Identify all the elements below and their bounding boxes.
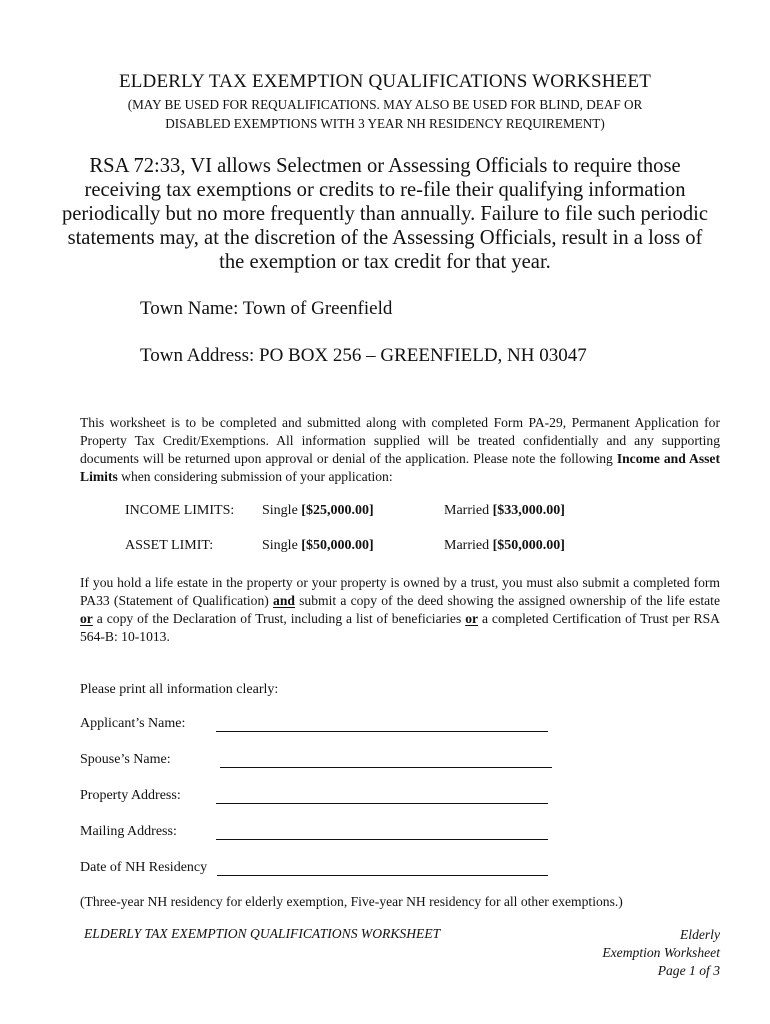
rsa-line-3: periodically but no more frequently than annually. Failure to file such periodic xyxy=(61,203,709,225)
subtitle-line-1: (MAY BE USED FOR REQUALIFICATIONS. MAY ALSO BE USED FOR BLIND, DEAF OR xyxy=(127,97,643,112)
rsa-line-2: receiving tax exemptions or credits to re-file their qualifying information xyxy=(84,179,686,201)
town-address: Town Address: PO BOX 256 – GREENFIELD, NH 03047 xyxy=(140,345,587,366)
asset-limit-label: ASSET LIMIT: xyxy=(125,538,214,553)
income-married: Married [$33,000.00] xyxy=(444,503,565,518)
or-emphasis-2: or xyxy=(465,611,479,626)
applicant-name-label: Applicant’s Name: xyxy=(80,716,186,731)
asset-single: Single [$50,000.00] xyxy=(262,538,374,553)
spouse-name-label: Spouse’s Name: xyxy=(80,752,171,767)
rsa-line-5: the exemption or tax credit for that year. xyxy=(219,251,551,273)
and-emphasis: and xyxy=(273,593,295,608)
property-address-input-line[interactable] xyxy=(216,788,548,804)
or-emphasis-1: or xyxy=(80,611,93,626)
spouse-name-field xyxy=(80,752,720,774)
applicant-name-field xyxy=(80,716,720,738)
intro-tail: when considering submission of your application: xyxy=(117,469,393,484)
intro-paragraph xyxy=(80,414,720,486)
footer-right-line-2: Exemption Worksheet xyxy=(602,945,720,960)
rsa-line-1: RSA 72:33, VI allows Selectmen or Assessing Officials to require those xyxy=(89,155,681,177)
trust-paragraph: If you hold a life estate in the property or your property is owned by a trust, you must also submit a completed form PA33 (Statement of Qualification) and submit a copy of the deed showing the assigned ownership of the life estate or a copy of the Declaration of Trust, including a list of beneficiaries or a completed Certification of Trust per RSA 564-B: 10-1013. xyxy=(80,575,720,644)
income-single: Single [$25,000.00] xyxy=(262,503,374,518)
nh-residency-input-line[interactable] xyxy=(217,860,548,876)
mailing-address-label: Mailing Address: xyxy=(80,824,177,839)
rsa-statement xyxy=(60,154,710,274)
intro-bold: Income and Asset Limits xyxy=(80,451,720,484)
intro-text: This worksheet is to be completed and submitted along with completed Form PA-29, Permanent Application for Property Tax Credit/Exemptions. All information supplied will be treated confidentially and any supporting documents will be returned upon approval or denial of the application. Please note the following xyxy=(80,415,720,466)
property-address-label: Property Address: xyxy=(80,788,181,803)
spouse-name-input-line[interactable] xyxy=(220,752,552,768)
document-subtitle xyxy=(0,95,770,133)
footer-title: ELDERLY TAX EXEMPTION QUALIFICATIONS WORKSHEET xyxy=(84,926,441,941)
print-instruction: Please print all information clearly: xyxy=(80,682,279,697)
nh-residency-label: Date of NH Residency xyxy=(80,860,208,875)
town-name: Town Name: Town of Greenfield xyxy=(140,298,393,319)
document-title: ELDERLY TAX EXEMPTION QUALIFICATIONS WORKSHEET xyxy=(118,71,652,92)
footer-page-info xyxy=(602,926,720,980)
property-address-field xyxy=(80,788,720,810)
applicant-name-input-line[interactable] xyxy=(216,716,548,732)
nh-residency-field xyxy=(80,860,720,882)
footer-page-number: Page 1 of 3 xyxy=(657,963,720,978)
asset-married: Married [$50,000.00] xyxy=(444,538,565,553)
mailing-address-field xyxy=(80,824,720,846)
footer-right-line-1: Elderly xyxy=(679,927,720,942)
subtitle-line-2: DISABLED EXEMPTIONS WITH 3 YEAR NH RESIDENCY REQUIREMENT) xyxy=(165,116,605,131)
income-limits-label: INCOME LIMITS: xyxy=(125,503,235,518)
mailing-address-input-line[interactable] xyxy=(216,824,548,840)
residency-note: (Three-year NH residency for elderly exemption, Five-year NH residency for all other exemptions.) xyxy=(80,894,623,909)
rsa-line-4: statements may, at the discretion of the Assessing Officials, result in a loss of xyxy=(67,227,703,249)
